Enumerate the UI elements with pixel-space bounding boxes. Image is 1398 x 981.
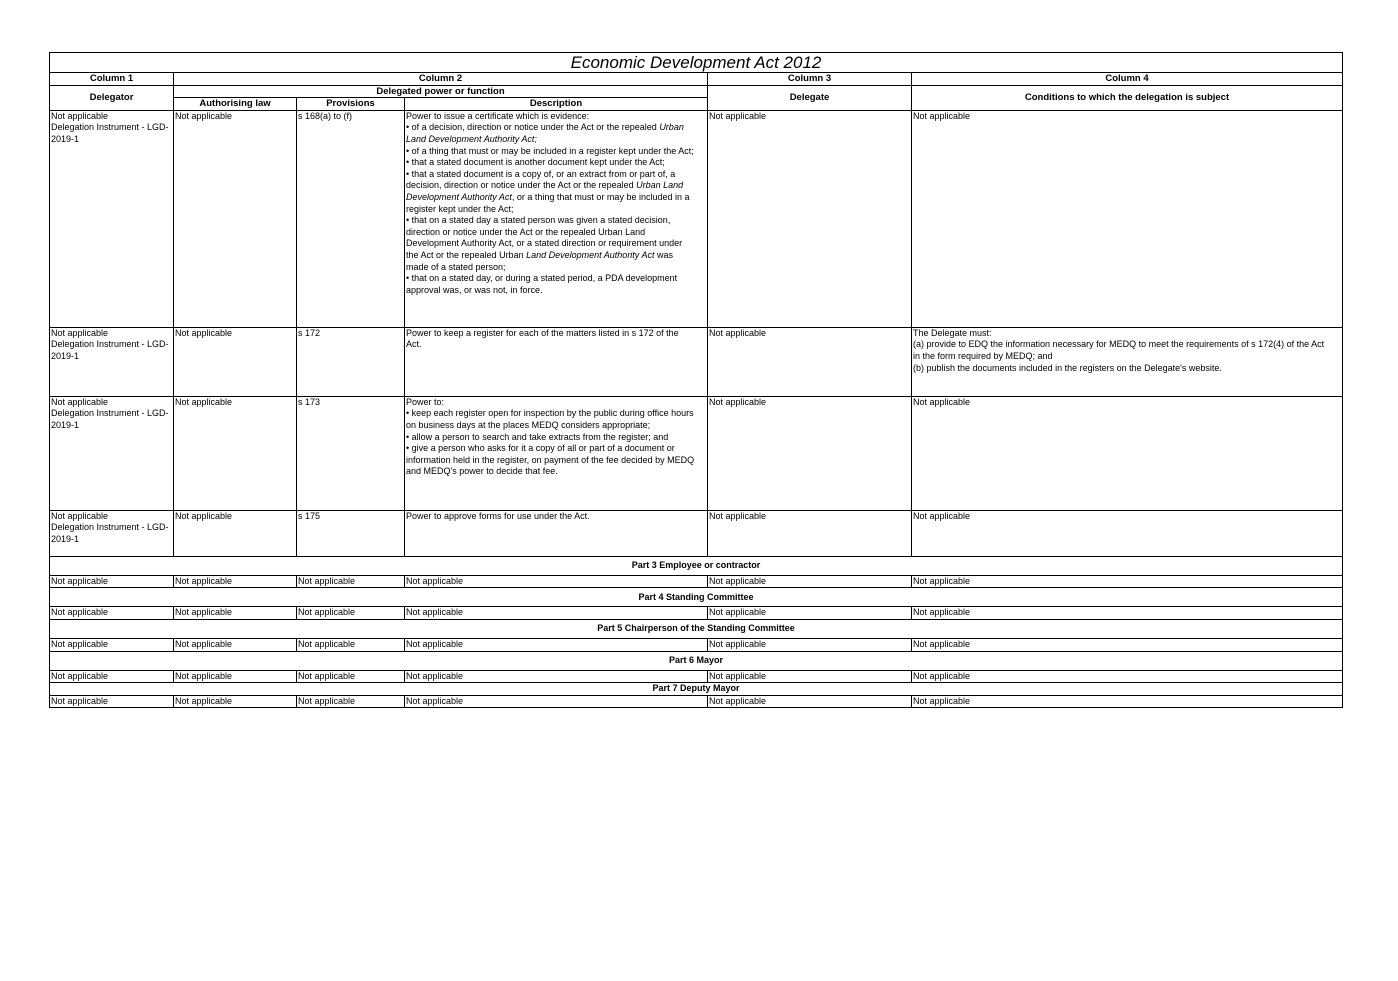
description-text: Power to approve forms for use under the Act. [406,510,590,521]
description-italic-text: Urban Land [636,180,684,191]
table-row [50,575,1343,588]
part-heading-row [50,556,1343,575]
description-line [406,511,706,523]
part-heading: Part 4 Standing Committee [50,588,1343,607]
conditions-cell: Not applicable [912,575,1343,588]
description-line [406,273,706,285]
description-text: • keep each register open for inspection by the public during office hours [406,408,694,419]
conditions-header: Conditions to which the delegation is subject [912,85,1343,110]
provisions-cell: s 173 [297,396,405,510]
part-heading: Part 6 Mayor [50,651,1343,670]
delegator-line: Delegation Instrument - LGD- [51,339,169,350]
document-title: Economic Development Act 2012 [50,53,1343,73]
delegate-cell: Not applicable [708,695,912,708]
conditions-line: (b) publish the documents included in the registers on the Delegate's website. [913,362,1222,373]
delegator-cell [50,396,174,510]
description-line [406,397,706,409]
conditions-line: (a) provide to EDQ the information necessary for MEDQ to meet the requirements of s 172(4) of the Act [913,339,1325,350]
delegate-cell: Not applicable [708,510,912,556]
provisions-cell: Not applicable [297,695,405,708]
authorising-law-cell: Not applicable [174,110,297,327]
column1-header: Column 1 [50,73,174,86]
authorising-law-cell: Not applicable [174,607,297,620]
description-text: decision, direction or notice under the Act or the repealed [406,180,637,191]
provisions-cell: s 168(a) to (f) [297,110,405,327]
description-text: on business days at the places MEDQ considers appropriate; [406,419,651,430]
delegate-cell: Not applicable [708,396,912,510]
delegation-table [49,52,1343,708]
authorising-law-cell: Not applicable [174,638,297,651]
conditions-cell [912,396,1343,510]
description-cell: Not applicable [405,670,708,683]
description-line [406,215,706,227]
delegate-cell: Not applicable [708,638,912,651]
conditions-cell: Not applicable [912,638,1343,651]
delegator-line: Delegation Instrument - LGD- [51,122,169,133]
description-line [406,443,706,455]
delegator-line: 2019-1 [51,533,80,544]
table-row [50,510,1343,556]
delegate-cell: Not applicable [708,327,912,396]
conditions-line: in the form required by MEDQ; and [913,350,1053,361]
part-heading-row [50,683,1343,696]
authorising-law-cell: Not applicable [174,396,297,510]
description-line [406,285,706,297]
provisions-cell: Not applicable [297,607,405,620]
description-text: was [654,249,673,260]
description-line [406,455,706,467]
description-text: • give a person who asks for it a copy of all or part of a document or [406,443,675,454]
title-row [50,53,1343,73]
description-text: • of a decision, direction or notice under the Act or the repealed [406,122,660,133]
description-cell: Not applicable [405,607,708,620]
part-heading: Part 5 Chairperson of the Standing Committee [50,619,1343,638]
table-row [50,110,1343,327]
description-line [406,466,706,478]
description-text: Power to keep a register for each of the matters listed in s 172 of the [406,327,679,338]
delegator-line: 2019-1 [51,419,80,430]
description-line [406,339,706,351]
description-line [406,262,706,274]
description-line [406,227,706,239]
delegate-cell: Not applicable [708,110,912,327]
delegator-cell: Not applicable [50,695,174,708]
description-cell: Not applicable [405,695,708,708]
description-line [406,180,706,192]
description-text: • that a stated document is a copy of, or an extract from or part of, a [406,168,676,179]
delegated-power-header: Delegated power or function [174,85,708,98]
conditions-cell: Not applicable [912,695,1343,708]
part-heading: Part 7 Deputy Mayor [50,683,1343,696]
description-text: information held in the register, on payment of the fee decided by MEDQ [406,454,695,465]
conditions-cell [912,327,1343,396]
description-text: • that on a stated day a stated person was given a stated decision, [406,215,671,226]
delegator-cell: Not applicable [50,670,174,683]
description-line [406,420,706,432]
delegator-cell: Not applicable [50,607,174,620]
description-text: approval was, or was not, in force. [406,284,543,295]
description-line [406,134,706,146]
part-heading-row [50,588,1343,607]
delegator-cell: Not applicable [50,638,174,651]
conditions-line: Not applicable [913,110,971,121]
description-text: register kept under the Act; [406,203,514,214]
description-text: Power to: [406,396,445,407]
description-line [406,432,706,444]
column-number-row [50,73,1343,86]
description-line [406,204,706,216]
description-text: • that a stated document is another document kept under the Act; [406,157,665,168]
description-header: Description [405,98,708,111]
conditions-line: Not applicable [913,510,971,521]
delegator-line: 2019-1 [51,133,80,144]
conditions-cell: Not applicable [912,607,1343,620]
description-cell [405,327,708,396]
description-line [406,250,706,262]
column2-header: Column 2 [174,73,708,86]
description-line [406,122,706,134]
conditions-line: The Delegate must: [913,327,992,338]
delegator-line: Delegation Instrument - LGD- [51,408,169,419]
delegate-cell: Not applicable [708,607,912,620]
part-heading: Part 3 Employee or contractor [50,556,1343,575]
description-cell [405,110,708,327]
description-text: direction or notice under the Act or the repealed Urban Land [406,226,646,237]
delegator-line: Not applicable [51,396,109,407]
description-line [406,238,706,250]
provisions-cell: s 172 [297,327,405,396]
description-line [406,169,706,181]
description-text: Act. [406,339,422,350]
description-cell: Not applicable [405,638,708,651]
delegator-cell [50,327,174,396]
column4-header: Column 4 [912,73,1343,86]
table-row [50,695,1343,708]
description-line [406,192,706,204]
delegator-line: Not applicable [51,510,109,521]
description-italic-text: Development Authority Act [406,191,512,202]
description-text: and MEDQ's power to decide that fee. [406,466,558,477]
table-row [50,638,1343,651]
description-italic-text: Land Development Authority Act [526,249,655,260]
delegator-header: Delegator [50,85,174,110]
delegator-cell [50,110,174,327]
provisions-cell: s 175 [297,510,405,556]
conditions-cell [912,510,1343,556]
conditions-cell: Not applicable [912,670,1343,683]
description-line [406,146,706,158]
description-line [406,111,706,123]
table-row [50,327,1343,396]
description-cell [405,396,708,510]
description-line [406,408,706,420]
description-text: • that on a stated day, or during a stated period, a PDA development [406,273,678,284]
description-text: Power to issue a certificate which is evidence: [406,110,590,121]
description-text: • allow a person to search and take extracts from the register; and [406,431,669,442]
description-italic-text: Urban [659,122,684,133]
description-line [406,157,706,169]
delegate-cell: Not applicable [708,670,912,683]
description-cell [405,510,708,556]
authorising-law-cell: Not applicable [174,695,297,708]
delegator-line: 2019-1 [51,350,80,361]
description-text: made of a stated person; [406,261,506,272]
conditions-cell [912,110,1343,327]
provisions-header: Provisions [297,98,405,111]
description-text: the Act or the repealed Urban [406,249,527,260]
delegate-cell: Not applicable [708,575,912,588]
header-row-1 [50,85,1343,98]
description-italic-text: Land Development Authority Act; [406,133,537,144]
provisions-cell: Not applicable [297,638,405,651]
authorising-law-cell: Not applicable [174,327,297,396]
authorising-law-cell: Not applicable [174,670,297,683]
provisions-cell: Not applicable [297,575,405,588]
delegation-rows [50,110,1343,556]
description-text: • of a thing that must or may be included in a register kept under the Act; [406,145,694,156]
delegator-line: Not applicable [51,327,109,338]
table-row [50,607,1343,620]
authorising-law-cell: Not applicable [174,575,297,588]
description-cell: Not applicable [405,575,708,588]
provisions-cell: Not applicable [297,670,405,683]
delegator-cell [50,510,174,556]
part-heading-row [50,619,1343,638]
column3-header: Column 3 [708,73,912,86]
part-heading-row [50,651,1343,670]
delegator-line: Not applicable [51,110,109,121]
description-text: , or a thing that must or may be included in a [511,191,690,202]
authorising-law-cell: Not applicable [174,510,297,556]
description-line [406,328,706,340]
table-row [50,396,1343,510]
table-row [50,670,1343,683]
authorising-law-header: Authorising law [174,98,297,111]
delegate-header: Delegate [708,85,912,110]
part-sections [50,556,1343,708]
delegator-line: Delegation Instrument - LGD- [51,522,169,533]
conditions-line: Not applicable [913,396,971,407]
description-text: Development Authority Act, or a stated direction or requirement under [406,238,683,249]
delegator-cell: Not applicable [50,575,174,588]
